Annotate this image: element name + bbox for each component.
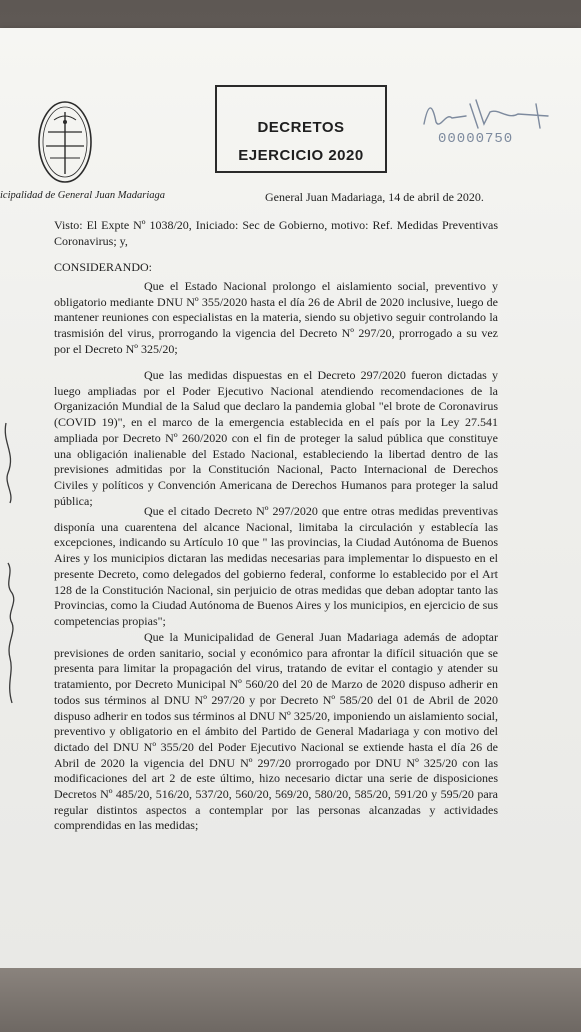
stamp-number: 00000750 (438, 131, 514, 147)
date-line: General Juan Madariaga, 14 de abril de 2020. (265, 190, 484, 204)
visto-paragraph: Visto: El Expte Nº 1038/20, Iniciado: Sec de Gobierno, motivo: Ref. Medidas Preventivas Coronavirus; y, (54, 218, 498, 248)
paragraph-3-text: Que el citado Decreto Nº 297/2020 que entre otras medidas preventivas disponía una cuarentena del alcance Nacional, limitaba la circulación y establecía las excepciones, indicando su Artículo 10 que " las provincias, la Ciudad Autónoma de Buenos Aires y los municipios dictaran las medidas necesarias para implementar lo dispuesto en el presente Decreto, como delegados del gobierno federal, conforme lo establecido por el Art 128 de la Constitución Nacional, sin perjuicio de otras medidas que deban adoptar tanto las Provincias, como la Ciudad Autónoma de Buenos Aires y los municipios, en ejercicio de sus competencias propias"; (54, 504, 498, 628)
municipality-name: icipalidad de General Juan Madariaga (0, 190, 166, 201)
paragraph-1-text: Que el Estado Nacional prolongo el aislamiento social, preventivo y obligatorio mediante DNU Nº 355/2020 hasta el día 26 de Abril de 2020 inclusive, luego de mantener reuniones con especialistas en la materia, siendo su objetivo seguir controlando la trasmisión del virus, prorrogando la vigencia del Decreto Nº 297/20, prorrogado a su vez por el Decreto Nº 325/20; (54, 279, 498, 356)
considerando-heading: CONSIDERANDO: (54, 260, 153, 274)
paragraph-4-text: Que la Municipalidad de General Juan Madariaga además de adoptar previsiones de orden sanitario, social y económico para afrontar la difícil situación que se presenta para limitar la propagación del virus, tratando de evitar el contagio y atender su tratamiento, por Decreto Municipal Nº 560/20 del 20 de Marzo de 2020 dispuso adherir en todos sus términos al DNU Nº 297/20 y por Decreto Nº 585/20 del 01 de Abril de 2020 dispuso adherir en todos sus términos al DNU Nº 325/20, imponiendo un aislamiento social, preventivo y obligatorio en el ámbito del Partido de General Madariaga y con motivo del dictado del DNU Nº 355/20 del Poder Ejecutivo Nacional se extiende hasta el día 26 de Abril de 2020 la vigencia del DNU Nº 297/20 prorrogado por DNU Nº 325/20 con las modificaciones del art 2 de este último, hizo necesario dictar una serie de disposiciones Decretos Nº 485/20, 516/20, 537/20, 560/20, 569/20, 580/20, 585/20, 591/20 y 595/20 para regular distintos aspectos a contemplar por las personas alcanzadas y actividades comprendidas en las medidas; (54, 630, 498, 833)
box-subtitle: EJERCICIO 2020 (238, 147, 364, 164)
box-title: DECRETOS (257, 119, 345, 136)
decree-header-box (215, 85, 387, 173)
signature-scribble (418, 94, 558, 136)
paragraph-4 (54, 630, 498, 834)
paragraph-2-text: Que las medidas dispuestas en el Decreto 297/2020 fueron dictadas y luego ampliadas por el Poder Ejecutivo Nacional atendiendo recomendaciones de la Organización Mundial de la Salud que declaro la pandemia global "el brote de Coronavirus (COVID 19)", en el marco de la emergencia establecida en el país por la Ley 27.541 ampliada por Decreto Nº 260/2020 con el fin de proteger la salud pública que constituye una obligación inalienable del Estado Nacional, estableciendo la libertad dentro de las previsiones admitidas por la Constitución Nacional, Pacto Internacional de Derechos Civiles y políticos y Convención Americana de Derechos Humanos para proteger la salud pública; (54, 368, 498, 508)
paragraph-1 (54, 279, 498, 358)
margin-handwriting (0, 383, 40, 723)
paragraph-3 (54, 504, 498, 630)
paragraph-2 (54, 368, 498, 509)
municipal-seal-icon (36, 98, 94, 186)
document-page (0, 28, 581, 968)
table-surface-bottom (0, 968, 581, 1032)
